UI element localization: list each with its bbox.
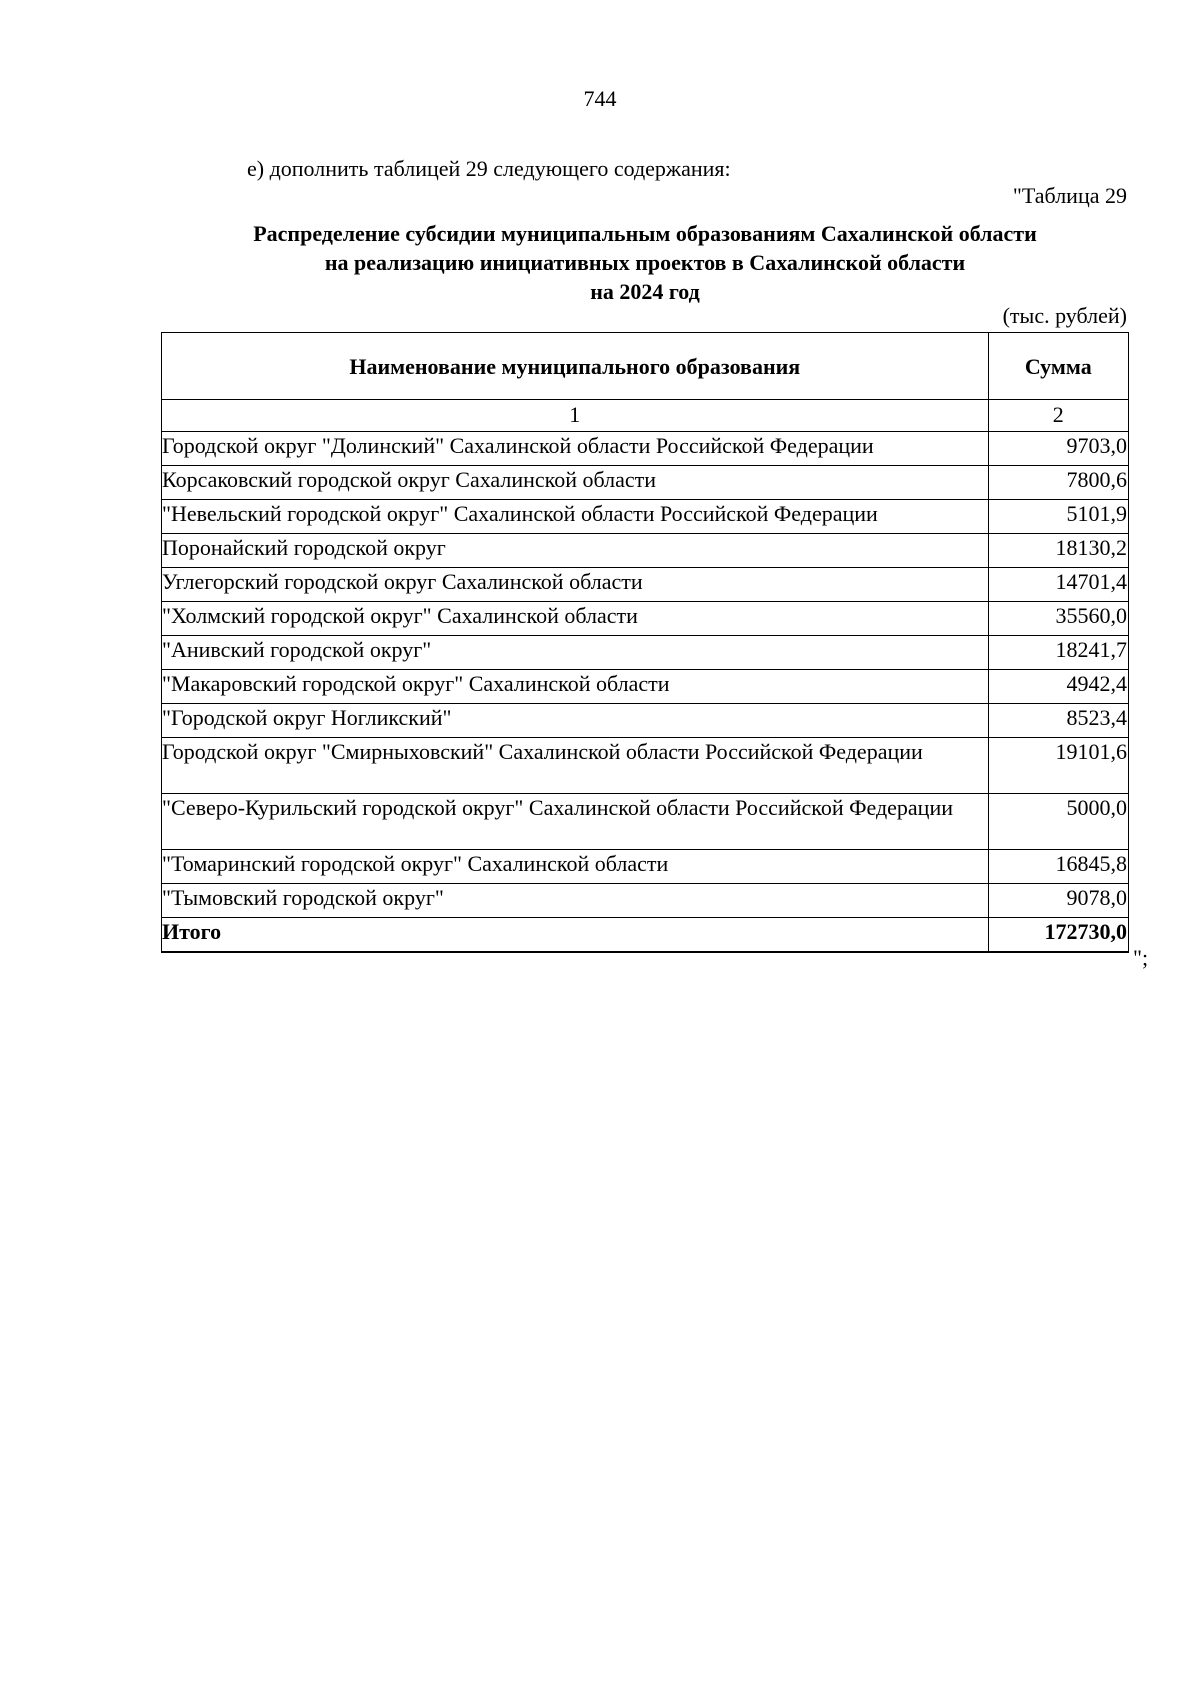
- total-row: [162, 918, 1129, 953]
- row-name: "Невельский городской округ" Сахалинской области Российской Федерации: [162, 500, 989, 534]
- table-label: "Таблица 29: [1012, 183, 1127, 208]
- title-line-1: Распределение субсидии муниципальным образованиям Сахалинской области: [253, 221, 1037, 246]
- row-sum: 7800,6: [988, 466, 1128, 500]
- subsidy-table: [161, 332, 1129, 953]
- table-row: [162, 794, 1129, 850]
- table-row: [162, 670, 1129, 704]
- row-name: "Томаринский городской округ" Сахалинской области: [162, 850, 989, 884]
- intro-text: е) дополнить таблицей 29 следующего содержания:: [247, 156, 731, 181]
- column-number-row: [162, 400, 1129, 432]
- table-row: [162, 636, 1129, 670]
- row-name: "Северо-Курильский городской округ" Сахалинской области Российской Федерации: [162, 794, 989, 850]
- title-line-2: на реализацию инициативных проектов в Сахалинской области: [324, 250, 966, 275]
- title-line-3: на 2024 год: [590, 279, 700, 304]
- row-sum: 35560,0: [988, 602, 1128, 636]
- table-row: [162, 738, 1129, 794]
- row-name: Корсаковский городской округ Сахалинской области: [162, 466, 989, 500]
- table-row: [162, 500, 1129, 534]
- row-sum: 14701,4: [988, 568, 1128, 602]
- document-title: [160, 219, 1130, 306]
- row-sum: 19101,6: [988, 738, 1128, 794]
- table-row: [162, 884, 1129, 918]
- row-sum: 5000,0: [988, 794, 1128, 850]
- row-name: Поронайский городской округ: [162, 534, 989, 568]
- row-name: "Тымовский городской округ": [162, 884, 989, 918]
- row-name: Городской округ "Долинский" Сахалинской области Российской Федерации: [162, 432, 989, 466]
- table-row: [162, 432, 1129, 466]
- row-sum: 16845,8: [988, 850, 1128, 884]
- header-name: Наименование муниципального образования: [162, 333, 989, 400]
- header-sum: Сумма: [988, 333, 1128, 400]
- total-label: Итого: [162, 918, 989, 953]
- unit-label: (тыс. рублей): [1002, 303, 1127, 328]
- row-sum: 4942,4: [988, 670, 1128, 704]
- row-sum: 5101,9: [988, 500, 1128, 534]
- row-sum: 9078,0: [988, 884, 1128, 918]
- closing-quote-mark: ";: [1133, 945, 1149, 970]
- column-number-1: 1: [162, 400, 989, 432]
- table-row: [162, 534, 1129, 568]
- row-name: "Холмский городской округ" Сахалинской области: [162, 602, 989, 636]
- row-name: "Городской округ Ногликский": [162, 704, 989, 738]
- column-number-2: 2: [988, 400, 1128, 432]
- row-name: "Макаровский городской округ" Сахалинской области: [162, 670, 989, 704]
- table-row: [162, 850, 1129, 884]
- row-sum: 18241,7: [988, 636, 1128, 670]
- row-name: Городской округ "Смирныховский" Сахалинской области Российской Федерации: [162, 738, 989, 794]
- row-name: "Анивский городской округ": [162, 636, 989, 670]
- row-sum: 18130,2: [988, 534, 1128, 568]
- header-row: [162, 333, 1129, 400]
- total-sum: 172730,0: [988, 918, 1128, 953]
- table-row: [162, 704, 1129, 738]
- row-sum: 9703,0: [988, 432, 1128, 466]
- table-row: [162, 568, 1129, 602]
- table-row: [162, 602, 1129, 636]
- row-name: Углегорский городской округ Сахалинской области: [162, 568, 989, 602]
- table-row: [162, 466, 1129, 500]
- page-number: 744: [583, 86, 617, 111]
- row-sum: 8523,4: [988, 704, 1128, 738]
